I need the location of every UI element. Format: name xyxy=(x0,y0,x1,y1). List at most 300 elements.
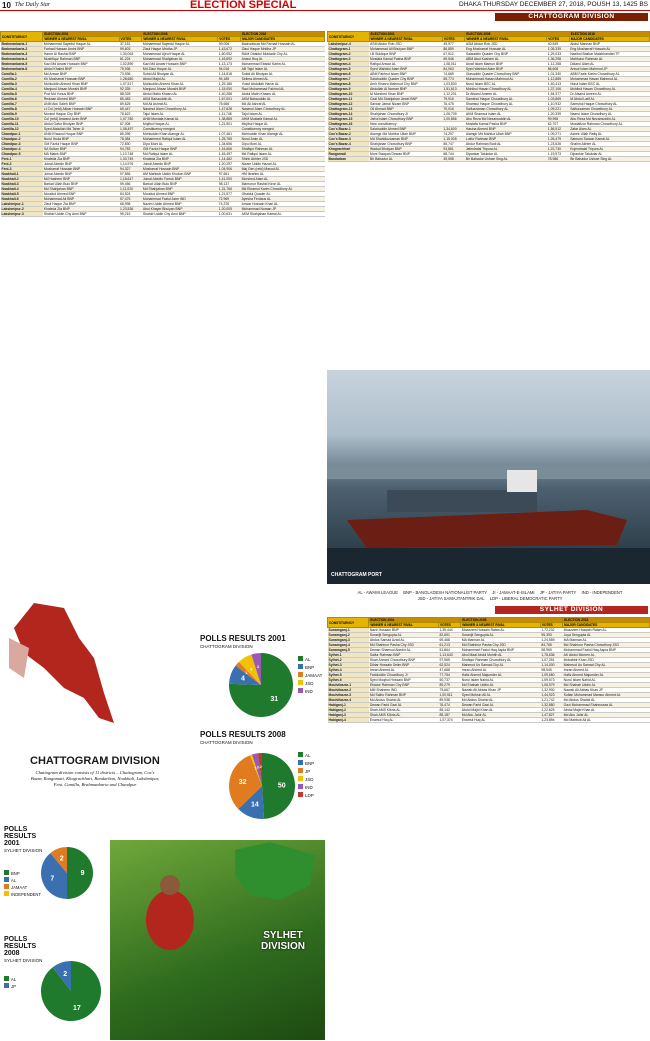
legend-entry: BNP xyxy=(298,760,314,768)
result-cell: Nazrul Islam Chowdhury AL xyxy=(569,112,649,117)
result-cell: Mohiuddin Ahmed Khan BNP xyxy=(43,82,119,87)
result-cell: 81,224 xyxy=(119,57,142,62)
result-cell: Nizam Uddin Hazari AL xyxy=(241,162,325,167)
table-row xyxy=(1,42,325,47)
sylhet-division-label: SYLHET DIVISION xyxy=(261,930,305,952)
constituency-cell: Lakshmipur-4 xyxy=(328,42,370,47)
result-cell: 1,20,005 xyxy=(218,207,241,212)
result-cell: Md Anwar BNP xyxy=(43,72,119,77)
result-cell: Morshed Alam AL xyxy=(241,177,325,182)
col-winner: WINNER & NEAREST RIVAL xyxy=(461,623,541,628)
legend-entry: AL xyxy=(4,877,41,884)
result-cell: 1,08,497 xyxy=(119,127,142,132)
result-cell: Md Hashem BNP xyxy=(43,177,119,182)
result-cell: 1,04,906 xyxy=(218,167,241,172)
result-cell: Rafiqul Anwar AL xyxy=(369,62,442,67)
result-cell: Hasina Ahmed BNP xyxy=(465,127,547,132)
col-2008: ELECTION 2008 xyxy=(142,32,241,37)
result-cell: 84,063 xyxy=(442,67,464,72)
result-cell: 89,938 xyxy=(438,698,460,703)
constituency-cell: Cox's Bazar-1 xyxy=(328,127,370,132)
legend-entry: JSD xyxy=(298,776,314,784)
result-cell: 1,40,288 xyxy=(218,92,241,97)
result-cell: 40,549 xyxy=(547,42,569,47)
constituency-cell: Habiganj-1 xyxy=(328,703,369,708)
result-cell: Hafiz Ahmed Majumder AL xyxy=(563,673,650,678)
result-cell: Abu Reza Md Nezamuddin AL xyxy=(465,117,547,122)
pie-label: 17 xyxy=(72,1005,81,1013)
constituency-cell: Sylhet-1 xyxy=(328,653,369,658)
table-row xyxy=(328,107,650,112)
result-cell: Dewan Farid Gazi AL xyxy=(461,703,541,708)
result-cell: Shahid Uddin Chy Anni BNP xyxy=(43,212,119,217)
result-cell: Redwan Ahmed BNP xyxy=(43,97,119,102)
result-cell: Mujibul Haque AL xyxy=(142,122,218,127)
table-row xyxy=(328,147,650,152)
result-cell: Khaleda Zia BNP xyxy=(43,207,119,212)
col-constituency: CONSTITUENCY xyxy=(328,618,369,628)
result-cell: Suranjit Sengupta AL xyxy=(461,633,541,638)
chart-title-syl2008: POLLS RESULTS 2008 xyxy=(4,936,37,957)
constituency-cell: Chattogram-4 xyxy=(328,62,370,67)
result-cell: Shahjahan Chowdhury JI xyxy=(369,112,442,117)
result-cell: 1,19,973 xyxy=(547,152,569,157)
result-cell: Abdul Majid Khan AL xyxy=(461,708,541,713)
result-cell: 94,185 xyxy=(218,77,241,82)
result-cell: Samshul Haque Chowdhury AL xyxy=(465,97,547,102)
result-cell: Muhammad Hasan Mahmud AL xyxy=(569,77,649,82)
constituency-cell: Feni-3 xyxy=(1,167,43,172)
result-cell: Constituency merged xyxy=(142,127,218,132)
constituency-cell: Sunamganj-5 xyxy=(328,648,369,653)
result-cell: 72,830 xyxy=(119,142,142,147)
result-cell: 1,21,742 xyxy=(540,698,562,703)
constituency-cell: Sylhet-6 xyxy=(328,678,369,683)
result-cell: Abu Reza Md Nezamuddin AL xyxy=(569,117,649,122)
result-cell: Enamul Huq AL xyxy=(369,718,439,723)
constituency-cell: Bandarban xyxy=(328,157,370,162)
result-cell: Shirin Akhter JSD xyxy=(241,157,325,162)
result-cell: 1,45,497 xyxy=(218,152,241,157)
result-cell: Syed Abdullah Md Taher JI xyxy=(43,127,119,132)
pie-label: 4 xyxy=(240,675,245,683)
result-cell: 1,10,932 xyxy=(547,102,569,107)
result-cell: Moudud Ahmed BNP xyxy=(43,192,119,197)
result-cell: 72,969 xyxy=(218,197,241,202)
result-cell: Khaleda Zia BNP xyxy=(43,157,119,162)
result-cell: ASM Abdur Rob JSD xyxy=(465,42,547,47)
pie-label: 3 xyxy=(250,666,253,672)
result-cell: Md Abu Jahir AL xyxy=(461,713,541,718)
result-cell: Tajul Islam AL xyxy=(241,112,325,117)
legend-entry: BNP xyxy=(298,664,322,672)
result-cell: 1,06,579 xyxy=(540,683,562,688)
chart-title-syl2001: POLLS RESULTS 2001 xyxy=(4,826,37,847)
constituency-cell: Cox's Bazar-3 xyxy=(328,137,370,142)
result-cell: Abdul Majid Khan AL xyxy=(563,708,650,713)
result-cell: Manjurul Ahsan Munshi BNP xyxy=(43,87,119,92)
result-cell: Md Shahinur Pasha Chy JSD xyxy=(369,643,439,648)
result-cell: 1,10,748 xyxy=(119,152,142,157)
result-cell: 1,11,748 xyxy=(218,112,241,117)
result-cell: 1,11,020 xyxy=(119,187,142,192)
result-cell: 1,23,536 xyxy=(119,207,142,212)
result-cell: Abul Khayer Bhuiyan BNP xyxy=(142,207,218,212)
constituency-cell: Chattogram-9 xyxy=(328,87,370,92)
result-cell: 1,78,636 xyxy=(540,653,562,658)
legend-entry: LDP xyxy=(298,792,314,800)
result-cell: Md Shahjahan BNP xyxy=(142,187,218,192)
result-cell: Fariduddin Chowdhury JI xyxy=(369,673,439,678)
result-cell: Md Shahiduzzaman BNP xyxy=(369,137,442,142)
result-cell: 1,20,339 xyxy=(547,112,569,117)
result-cell: 98,545 xyxy=(540,668,562,673)
result-cell: Suranjit Sengupta AL xyxy=(369,633,439,638)
result-cell: Nawab Ali Abbas Khan JP xyxy=(461,688,541,693)
constituency-cell: Brahmanbaria-2 xyxy=(1,47,43,52)
result-cell: 94,327 xyxy=(119,167,142,172)
result-cell: Dildar Hossain Selim BNP xyxy=(369,663,439,668)
constituency-cell: Lakshmipur-1 xyxy=(1,202,43,207)
table-row xyxy=(1,117,325,122)
result-cell: 78,384 xyxy=(119,137,142,142)
result-cell: Mahfuzur Rahman AL xyxy=(569,57,649,62)
result-cell: Gazi Mohammad Shahnowaz AL xyxy=(563,703,650,708)
result-cell: 1,14,482 xyxy=(218,157,241,162)
result-cell: Abdul Matin Khasru AL xyxy=(142,92,218,97)
table-row xyxy=(1,167,325,172)
result-cell: Asraf Islam Mamun BNP xyxy=(465,62,547,67)
legend-item: IND - INDEPENDENT xyxy=(581,590,623,595)
constituency-cell: Chandpur-3 xyxy=(1,142,43,147)
legend-entry: AL xyxy=(4,976,16,983)
result-cell: 1,03,869 xyxy=(547,97,569,102)
result-cell: 1,24,559 xyxy=(540,638,562,643)
constituency-cell: Chandpur-2 xyxy=(1,137,43,142)
result-cell: Wadud Bhuiyan BNP xyxy=(369,147,442,152)
constituency-cell: Chandpur-4 xyxy=(1,147,43,152)
result-cell: 65,774 xyxy=(442,77,464,82)
chart-title-ctg2001: POLLS RESULTS 2001 xyxy=(200,634,286,643)
result-cell: Mostafa Kamal Pasha BNP xyxy=(465,122,547,127)
result-cell: 74,376 xyxy=(218,202,241,207)
result-cell: 1,15,050 xyxy=(218,87,241,92)
result-cell: 76,474 xyxy=(438,703,460,708)
result-cell: Mamunur Rashid Kiron AL xyxy=(241,182,325,187)
result-cell: 85,142 xyxy=(438,708,460,713)
result-cell: 68,744 xyxy=(442,152,464,157)
constituency-cell: Brahmanbaria-1 xyxy=(1,42,43,47)
legend-entry: INDEPENDENT xyxy=(4,891,41,898)
constituency-cell: Cumilla-10 xyxy=(1,117,43,122)
pie-chart-syl2001 xyxy=(40,846,94,900)
table-row xyxy=(328,643,650,648)
result-cell: Md Ziaul Hoque AL xyxy=(142,67,218,72)
constituency-cell: Habiganj-2 xyxy=(328,708,369,713)
result-cell: 1,59,573 xyxy=(540,678,562,683)
result-cell: 1,67,001 xyxy=(218,97,241,102)
constituency-cell: Chattogram-3 xyxy=(328,57,370,62)
result-cell: Dipankar Talukdar AL xyxy=(569,152,649,157)
pie-label: 2 xyxy=(259,764,262,770)
table-row xyxy=(328,673,650,678)
result-cell: Shamsul Haque Chowdhury AL xyxy=(465,102,547,107)
constituency-cell: Sylhet-4 xyxy=(328,668,369,673)
col-2018: ELECTION 2018 xyxy=(241,32,325,37)
table-row xyxy=(1,202,325,207)
col-votes: VOTES xyxy=(438,623,460,628)
result-cell: MM Shaheen IND xyxy=(369,688,439,693)
result-cell: Saifuzzaman Chowdhury AL xyxy=(465,107,547,112)
result-cell: 1,41,000 xyxy=(218,177,241,182)
col-winner: WINNER & NEAREST RIVAL xyxy=(369,623,439,628)
result-cell: 95,393 xyxy=(540,633,562,638)
result-cell: 99,006 xyxy=(218,42,241,47)
table-row xyxy=(1,107,325,112)
result-cell: 1,43,672 xyxy=(218,47,241,52)
result-cell: Mahmud Us Samad Chy AL xyxy=(461,663,541,668)
result-cell: 67,008 xyxy=(119,122,142,127)
result-cell: Mohammad Noman JP xyxy=(241,207,325,212)
constituency-cell: Cumilla-6 xyxy=(1,97,43,102)
result-cell: Mohammad Ali Bhuiyan BNP xyxy=(369,47,442,52)
constituency-cell: Lakshmipur-3 xyxy=(1,212,43,217)
constituency-cell: Cox's Bazar-4 xyxy=(328,142,370,147)
result-cell: 1,09,680 xyxy=(540,673,562,678)
chart-legend-ctg2008 xyxy=(298,752,314,800)
constituency-cell: Cumilla-8 xyxy=(1,107,43,112)
result-cell: Md Abdus Shahid AL xyxy=(563,698,650,703)
result-cell: Syed Moqbul Hossain BNP xyxy=(369,678,439,683)
table-row xyxy=(328,648,650,653)
constituency-cell: Chattogram-2 xyxy=(328,52,370,57)
page-number: 10 xyxy=(2,0,11,10)
result-cell: Mohammad Sayedul Haque AL xyxy=(43,42,119,47)
result-cell: Badruddoza Md Farhad Hossain AL xyxy=(241,42,325,47)
result-cell: Mohiuddin Khan Alamgir AL xyxy=(142,132,218,137)
result-cell: Mohammad Ali BNP xyxy=(43,197,119,202)
result-cell: 97,965 xyxy=(438,658,460,663)
constituency-cell: Sunamganj-2 xyxy=(328,633,369,638)
result-cell: 1,26,479 xyxy=(547,137,569,142)
result-cell: Bir Bahadur Ushwe Sing AL xyxy=(465,157,547,162)
result-cell: Mostafa Kamal Pasha BNP xyxy=(369,57,442,62)
result-cell: ANM Ehsanul Hoque BNP xyxy=(43,132,119,137)
result-cell: 1,20,297 xyxy=(218,162,241,167)
result-cell: Nurul Amin AL xyxy=(241,137,325,142)
result-cell: Syed Mohsin Ali AL xyxy=(461,693,541,698)
result-cell: Joinal Abedin Farruk BNP xyxy=(142,177,218,182)
chart-sub-syl2008: SYLHET DIVISION xyxy=(4,958,43,963)
result-cell: Shahid Uddin Chy Anni BNP xyxy=(142,212,218,217)
result-cell: Moni Swapan Dewan BNP xyxy=(369,152,442,157)
table-row xyxy=(1,187,325,192)
result-cell: AM Mahbub Uddin Khokon BNP xyxy=(142,172,218,177)
table-row xyxy=(1,132,325,137)
constituency-cell: Cumilla-2 xyxy=(1,77,43,82)
legend-entry: JAMAAT xyxy=(4,884,41,891)
result-cell: Abdullah Al Noman BNP xyxy=(369,87,442,92)
constituency-cell: Moulvibazar-1 xyxy=(328,683,369,688)
result-cell: Dewan Farid Gazi AL xyxy=(369,703,439,708)
result-cell: Mohiuddin Khan Alamgir AL xyxy=(241,132,325,137)
result-cell: Moazzem Hossain Ratan AL xyxy=(461,628,541,633)
result-cell: Abul Maal Abdul Muhith AL xyxy=(461,653,541,658)
result-cell: Barkat Ullah Bulu BNP xyxy=(142,182,218,187)
result-cell: Lt Col (retd) Akbar Hossain BNP xyxy=(43,107,119,112)
result-cell: 99,998 xyxy=(547,117,569,122)
result-cell: Razi Mohammad Fakhrul AL xyxy=(241,87,325,92)
constituency-cell: Moulvibazar-4 xyxy=(328,698,369,703)
result-cell: Imran Ahmed AL xyxy=(369,668,439,673)
result-cell: 86,859 xyxy=(442,47,464,52)
chattogram-results-table-left xyxy=(0,31,325,217)
result-cell: Ziaul Haque Mridha JP xyxy=(142,47,218,52)
result-cell: 62,524 xyxy=(438,663,460,668)
result-cell: Muhammad Hasan Mahmud AL xyxy=(465,77,547,82)
col-2001: ELECTION 2001 xyxy=(43,32,142,37)
result-cell: 88,328 xyxy=(119,92,142,97)
table-row xyxy=(1,52,325,57)
table-row xyxy=(1,82,325,87)
col-2008: ELECTION 2008 xyxy=(461,618,563,623)
result-cell: Nasimul Alam Chowdhury AL xyxy=(142,107,218,112)
result-cell: Sultan Mohammad Mansur Ahmed AL xyxy=(563,693,650,698)
result-cell: Prof Md Yunus BNP xyxy=(43,92,119,97)
result-cell: 1,07,374 xyxy=(438,718,460,723)
result-cell: 97,661 xyxy=(218,172,241,177)
result-cell: Ashek Ullah Rafiq AL xyxy=(569,132,649,137)
col-2018: ELECTION 2018 xyxy=(569,32,649,37)
constituency-cell: Habiganj-4 xyxy=(328,718,369,723)
col-constituency: CONSTITUENCY xyxy=(328,32,370,42)
constituency-cell: Noakhali-3 xyxy=(1,182,43,187)
result-cell: 98,137 xyxy=(218,182,241,187)
result-cell: Imran Ahmed AL xyxy=(563,668,650,673)
result-cell: 94,016 xyxy=(218,67,241,72)
result-cell: Mohammad Ujirul Haque AL xyxy=(142,52,218,57)
constituency-cell: Sylhet-3 xyxy=(328,663,369,668)
result-cell: Moazzem Hossain Ratan AL xyxy=(563,628,650,633)
result-cell: 1,72,232 xyxy=(540,628,562,633)
constituency-cell: Noakhali-1 xyxy=(1,172,43,177)
table-row xyxy=(328,122,650,127)
constituency-cell: Cumilla-3 xyxy=(1,82,43,87)
table-row xyxy=(328,703,650,708)
chattogram-results-table-right xyxy=(327,31,650,162)
result-cell: Mohammad Fazlul Azim IND xyxy=(142,197,218,202)
result-cell: 1,36,298 xyxy=(547,57,569,62)
result-cell: Nawab Ali Abbas Khan JP xyxy=(563,688,650,693)
result-cell: 1,56,512 xyxy=(547,127,569,132)
result-cell: 1,28,680 xyxy=(119,77,142,82)
table-row xyxy=(328,112,650,117)
constituency-cell: Chattogram-15 xyxy=(328,117,370,122)
result-cell: Nasimul Alam Chowdhury AL xyxy=(241,107,325,112)
date-line: DHAKA THURSDAY DECEMBER 27, 2018, POUSH 13, 1425 BS xyxy=(459,1,648,8)
constituency-cell: Cumilla-11 xyxy=(1,122,43,127)
pie-label: 1 xyxy=(254,765,257,771)
result-cell: 1,02,890 xyxy=(119,62,142,67)
result-cell: Farhad Hassan Amini BNP xyxy=(43,47,119,52)
result-cell: 1,05,339 xyxy=(547,47,569,52)
table-row xyxy=(328,52,650,57)
col-2008: ELECTION 2008 xyxy=(465,32,569,37)
result-cell: 1,34,656 xyxy=(218,142,241,147)
table-row xyxy=(328,152,650,157)
result-cell: 85,747 xyxy=(442,142,464,147)
constituency-cell: Brahmanbaria-4 xyxy=(1,57,43,62)
result-cell: M Morshed Khan BNP xyxy=(369,92,442,97)
result-cell: Kazi Md Anwar Hossain BNP xyxy=(142,62,218,67)
result-cell: Shahin Akhter AL xyxy=(569,142,649,147)
result-cell: Bir Bahadur AL xyxy=(369,157,442,162)
pie-chart-ctg2008 xyxy=(228,752,296,820)
result-cell: Md Mahbub Ali AL xyxy=(563,718,650,723)
constituency-cell: Chattogram-14 xyxy=(328,112,370,117)
result-cell: Tajul Islam AL xyxy=(142,112,218,117)
result-cell: AKM Bahauddin AL xyxy=(241,97,325,102)
result-cell: Giasuddin Quader Chowdhury BNP xyxy=(465,72,547,77)
table-row xyxy=(1,87,325,92)
result-cell: 1,01,340 xyxy=(547,72,569,77)
constituency-cell: Chattogram-7 xyxy=(328,77,370,82)
result-cell: 85,483 xyxy=(119,97,142,102)
result-cell: Zafar Alam AL xyxy=(569,127,649,132)
sylhet-results-table xyxy=(327,617,650,723)
result-cell: Md Ali Ashraf AL xyxy=(241,102,325,107)
result-cell: 1,25,785 xyxy=(218,137,241,142)
chart-title-ctg2008: POLLS RESULTS 2008 xyxy=(200,730,286,739)
constituency-cell: Chattogram-11 xyxy=(328,97,370,102)
table-row xyxy=(1,162,325,167)
result-cell: 75,666 xyxy=(218,102,241,107)
result-cell: 1,21,577 xyxy=(218,192,241,197)
result-cell: Abdul Majid AL xyxy=(142,77,218,82)
result-cell: Samshul Haque Chowdhury AL xyxy=(569,102,649,107)
result-cell: Md Shahjahan BNP xyxy=(43,187,119,192)
result-cell: Md Shahinur Pasha Chowdhury JSD xyxy=(563,643,650,648)
result-cell: Md Rafiqul Islam AL xyxy=(241,152,325,157)
chart-legend-ctg2001 xyxy=(298,656,322,696)
result-cell: Dr Afsarul Ameen AL xyxy=(569,92,649,97)
result-cell: Dewan Shamsul Abedin AL xyxy=(369,648,439,653)
result-cell: Gazi Md Shahjahan Jewel BNP xyxy=(369,97,442,102)
constituency-cell: Sylhet-5 xyxy=(328,673,369,678)
col-votes: VOTES xyxy=(218,37,241,42)
result-cell: Saimum Sarwar Kamal AL xyxy=(569,137,649,142)
constituency-cell: Cox's Bazar-2 xyxy=(328,132,370,137)
result-cell: 89,279 xyxy=(438,683,460,688)
result-cell: Nurul Islam Nahid AL xyxy=(563,678,650,683)
constituency-cell: Chattogram-16 xyxy=(328,122,370,127)
result-cell: 1,03,500 xyxy=(442,82,464,87)
pie-label: 50 xyxy=(277,782,286,790)
result-cell: Yusuf Abdullah Harun AL xyxy=(241,82,325,87)
result-cell: MA Mannan AL xyxy=(563,638,650,643)
legend-item: JSD - JATIYA SAMAJTANTRIK DAL xyxy=(417,596,485,601)
result-cell: 1,16,692 xyxy=(218,57,241,62)
result-cell: 1,00,856 xyxy=(442,117,464,122)
result-cell: Syed Wahidul Alam BNP xyxy=(465,67,547,72)
result-cell: 1,07,517 xyxy=(119,82,142,87)
table-row xyxy=(328,688,650,693)
result-cell: 82,691 xyxy=(438,633,460,638)
result-cell: 92,339 xyxy=(119,87,142,92)
legend-entry: AL xyxy=(298,656,322,664)
result-cell: Anisul Huq AL xyxy=(241,57,325,62)
result-cell: 85,396 xyxy=(119,132,142,137)
